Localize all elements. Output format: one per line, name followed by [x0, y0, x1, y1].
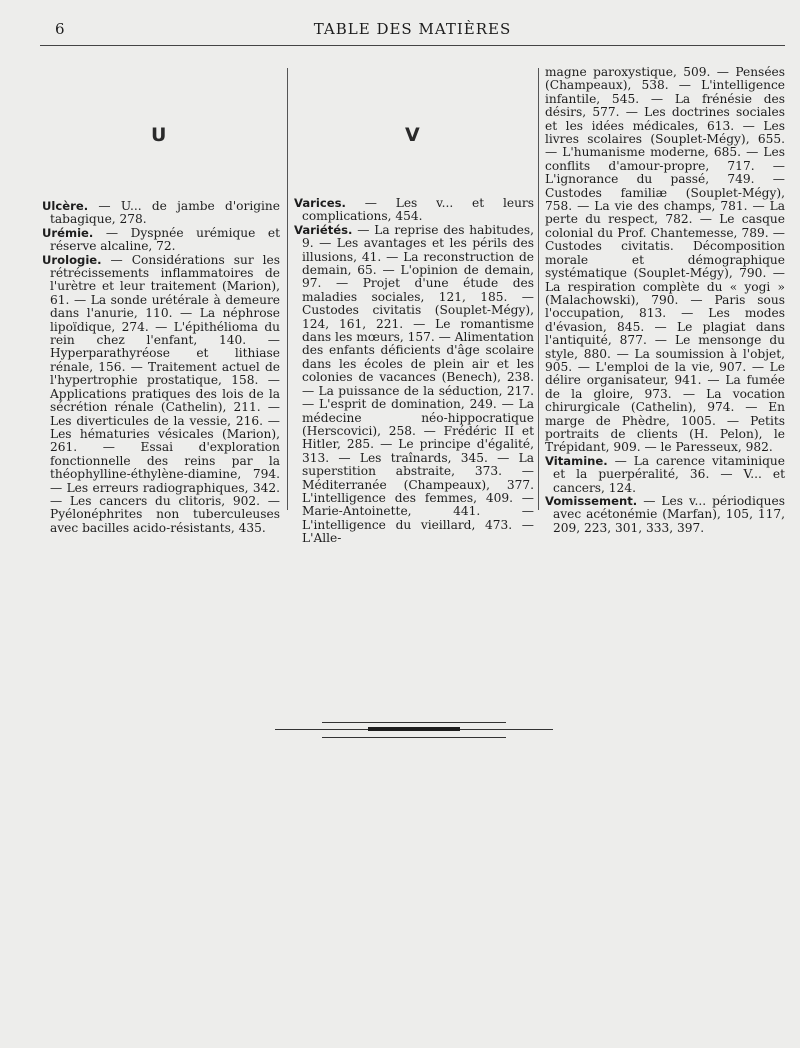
section-letter-v: V	[405, 124, 420, 146]
entry-text: — Considérations sur les rétrécissements inflammatoires de l'urètre et leur traitement (Marion), 61. — La sonde urétérale à demeure dans l'anurie, 110. — La néphrose lipoïdique, 274. — L'épithélioma du rein chez l'enfant, 140. — Hyperparathyréose et lithiase rénale, 156. — Traitement actuel de l'hypertrophie prostatique, 158. — Applications pratiques des lois de la sécrétion rénale (Cathelin), 211. — Les diverticules de la vessie, 216. — Les hématuries vésicales (Marion), 261. — Essai d'exploration fonctionnelle des reins par la théophylline-éthylène-diamine, 794. — Les erreurs radiographiques, 342. — Les cancers du clitoris, 902. — Pyélonéphrites non tuberculeuses avec bacilles acido-résistants, 435.	[50, 252, 280, 535]
column-divider	[538, 68, 539, 510]
index-entry	[543, 455, 785, 495]
index-column-3	[543, 66, 785, 535]
header-rule	[40, 45, 785, 46]
page-number: 6	[55, 20, 65, 38]
entry-term: Urémie.	[42, 225, 94, 240]
running-head: TABLE DES MATIÈRES	[313, 20, 512, 38]
index-entry	[40, 200, 280, 227]
entry-text: — Les v... périodiques avec acétonémie (Marfan), 105, 117, 209, 223, 301, 333, 397.	[553, 494, 785, 535]
ornament-rule	[322, 737, 506, 738]
entry-text: — La carence vitaminique et la puerpéralité, 36. — V... et cancers, 124.	[553, 453, 785, 495]
entry-text: — La reprise des habitudes, 9. — Les avantages et les périls des illusions, 41. — La reconstruction de demain, 65. — L'opinion de demain, 97. — Projet d'une étude des maladies sociales, 121, 185. — Custodes civitatis (Souplet-Mégy), 124, 161, 221. — Le romantisme dans les mœurs, 157. — Alimentation des enfants déficients d'âge scolaire dans les écoles de plein air et les colonies de vacances (Benech), 238. — La puissance de la séduction, 217. — L'esprit de domination, 249. — La médecine néo-hippocratique (Herscovici), 258. — Frédéric II et Hitler, 285. — Le principe d'égalité, 313. — Les traînards, 345. — La superstition abstraite, 373. — Méditerranée (Champeaux), 377. L'intelligence des femmes, 409. — Marie-Antoinette, 441. — L'intelligence du vieillard, 473. — L'Alle-	[302, 222, 535, 546]
page-header	[40, 20, 785, 42]
entry-term: Ulcère.	[42, 199, 89, 213]
section-letter-u: U	[151, 124, 167, 146]
entry-term: Urologie.	[42, 252, 102, 267]
ornament-rule	[322, 722, 506, 723]
index-entry	[543, 495, 785, 535]
entry-text: — Les v... et leurs complications, 454.	[302, 196, 534, 224]
index-entry-continued	[543, 66, 785, 455]
entry-term: Vomissement.	[545, 494, 638, 508]
index-entry	[292, 197, 534, 224]
index-entry	[292, 224, 534, 546]
entry-text: magne paroxystique, 509. — Pensées (Champeaux), 538. — L'intelligence infantile, 545. — La frénésie des désirs, 577. — Les doctrines sociales et les idées médicales, 613. — Les livres scolaires (Souplet-Mégy), 655. — L'humanisme moderne, 685. — Les conflits d'amour-propre, 717. — L'ignorance du passé, 749. — Custodes familiæ (Souplet-Mégy), 758. — La vie des champs, 781. — La perte du respect, 782. — Le casque colonial du Prof. Chantemesse, 789. — Custodes civitatis. Décomposition morale et démographique systématique (Souplet-Mégy), 790. — La respiration complète du « yogi » (Malachowski), 790. — Paris sous l'occupation, 813. — Les modes d'évasion, 845. — Le plagiat dans l'antiquité, 877. — Le mensonge du style, 880. — La soumission à l'objet, 905. — L'emploi de la vie, 907. — Le délire organisateur, 941. — La fumée de la gloire, 973. — La vocation chirurgicale (Cathelin), 974. — En marge de Phèdre, 1005. — Petits portraits de clients (H. Pelon), le Trépidant, 909. — le Paresseux, 982.	[545, 65, 785, 455]
ornament-bar	[368, 727, 460, 731]
column-divider	[287, 68, 288, 510]
entry-term: Vitamine.	[545, 453, 608, 468]
entry-text: — U... de jambe d'origine tabagique, 278.	[50, 199, 280, 227]
entry-term: Varices.	[294, 196, 346, 210]
entry-text: — Dyspnée urémique et réserve alcaline, 72.	[50, 225, 280, 254]
entry-term: Variétés.	[294, 222, 353, 237]
index-entry	[40, 227, 280, 254]
index-entry	[40, 254, 280, 536]
